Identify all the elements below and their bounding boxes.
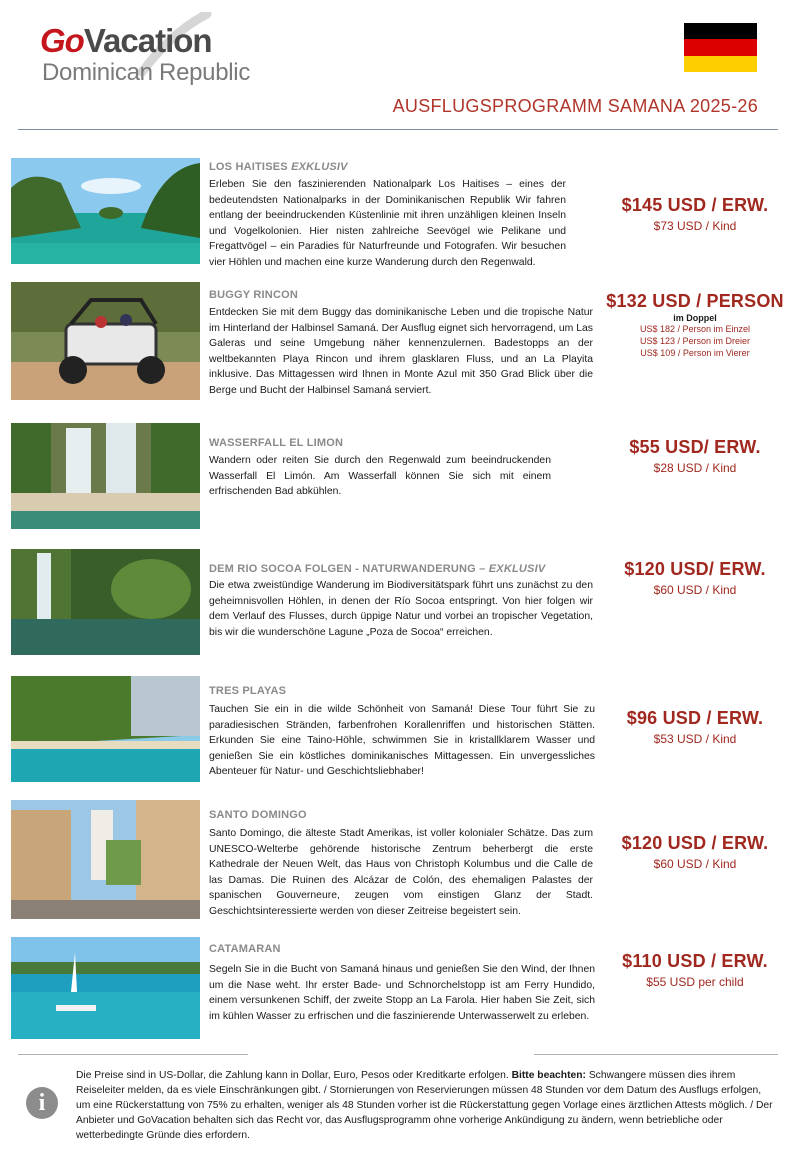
program-title: AUSFLUGSPROGRAMM SAMANA 2025-26 <box>392 96 758 116</box>
buggy-photo <box>11 282 200 400</box>
price-adult: $120 USD/ ERW. <box>624 559 766 579</box>
catamaran-photo <box>11 937 200 1039</box>
santo-domingo-photo <box>11 800 200 919</box>
footer-divider-right <box>534 1054 778 1055</box>
price-box <box>600 951 790 989</box>
tour-description: Entdecken Sie mit dem Buggy das dominikanische Leben und die tropische Natur im Hinterland der Halbinsel Samaná. Der Ausflug eignet sich hervorragend, um Las Galeras und seine Umgebung näher kennenzulernen. Badestopps an der weltbekannten Playa Rincon und ihrem glasklaren Fluss, und an La Playita inklusive. Das Mittagessen wird Ihnen in Monte Azul mit 350 Grad Blick über die Berge und Bucht der Halbinsel Samaná serviert. <box>209 307 593 396</box>
price-box <box>600 291 790 359</box>
price-adult: $120 USD / ERW. <box>621 833 769 853</box>
tour-description: Wandern oder reiten Sie durch den Regenwald zum beeindruckenden Wasserfall El Limón. Am Wasserfall können Sie sich mit einem erfrischenden Bad abkühlen. <box>209 455 551 498</box>
tour-title: BUGGY RINCON <box>209 289 298 301</box>
govacation-logo <box>36 14 306 84</box>
header-divider <box>18 129 778 130</box>
price-box <box>600 195 790 233</box>
price-child: $28 USD / Kind <box>653 461 737 475</box>
logo-subtitle: Dominican Republic <box>42 59 251 86</box>
price-child: $60 USD / Kind <box>653 583 737 597</box>
tour-description: Erleben Sie den faszinierenden Nationalpark Los Haitises – eines der bedeutendsten Nationalparks in der Dominikanischen Republik Wir fahren entlang der beeindruckenden Küstenlinie mit ihren unzähligen kleinen Inseln und Vogelkolonien. Hier nisten zahlreiche Seevögel wie Pelikane und Fregattvögel – ein Paradies für Naturfreunde und Fotografen. Wir besuchen vier Höhlen und machen eine kurze Wanderung durch den Regenwald. <box>209 179 566 268</box>
tour-title: DEM RIO SOCOA FOLGEN - NATURWANDERUNG – EXKLUSIV <box>209 563 546 575</box>
los-haitises-photo <box>11 158 200 264</box>
tour-title: WASSERFALL EL LIMON <box>209 437 344 449</box>
price-adult: $96 USD / ERW. <box>626 708 764 728</box>
info-icon: i <box>26 1087 58 1119</box>
price-line: US$ 123 / Person im Dreier <box>639 336 751 346</box>
tour-description: Segeln Sie in die Bucht von Samaná hinaus und genießen Sie den Wind, der Ihnen um die Nase weht. Ihr erster Bade- und Schnorchelstopp ist am Ferry Hundido, einem versunkenen Schiff, der zweite Stopp an La Farola. Hier haben Sie Zeit, sich im kühlen Wasser zu erfrischen und die faszinierende Unterwasserwelt zu erleben. <box>209 964 595 1022</box>
tour-title: CATAMARAN <box>209 943 281 955</box>
tour-description: Santo Domingo, die älteste Stadt Amerikas, ist voller kolonialer Schätze. Das zum UNESCO-Welterbe gehörende historische Zentrum beherbergt die erste Kathedrale der Neuen Welt, das Haus von Christoph Kolumbus und die Calle de las Damas. Die Ruinen des Alcázar de Colón, des ehemaligen Palastes der spanischen Gouverneure, zeugen vom einstigen Glanz der Stadt. Geschichtsinteressierte werden von dieser Zeitreise begeistert sein. <box>209 828 593 917</box>
footer-notes: Die Preise sind in US-Dollar, die Zahlung kann in Dollar, Euro, Pesos oder Kreditkarte erfolgen. Bitte beachten: Schwangere müssen dies ihrem Reiseleiter melden, da es viele Einschränkungen gibt. / Stornierungen von Reservierungen müssen 48 Stunden vor dem Datum des Ausflugs erfolgen, um eine Rückerstattung von 75% zu erhalten, weniger als 48 Stunden vorher ist die Rückerstattung gegen Vorlage eines ärztlichen Attests möglich. / Der Anbieter und GoVacation behalten sich das Recht vor, das Ausflugsprogramm ohne vorherige Ankündigung zu ändern, wenn betriebliche oder wetterbedingte Gründe dies erfordern. <box>76 1070 773 1141</box>
logo-wordmark: GoVacation <box>40 22 212 59</box>
tour-title: LOS HAITISES EXKLUSIV <box>209 161 348 173</box>
price-box <box>600 708 790 746</box>
tres-playas-photo <box>11 676 200 782</box>
price-box <box>600 833 790 871</box>
price-child: $53 USD / Kind <box>653 732 737 746</box>
rio-socoa-photo <box>11 549 200 655</box>
waterfall-photo <box>11 423 200 529</box>
price-per-person: $132 USD / PERSON <box>606 291 784 311</box>
price-adult: $110 USD / ERW. <box>622 951 768 971</box>
tour-title: TRES PLAYAS <box>209 685 287 697</box>
tour-description: Die etwa zweistündige Wanderung im Biodiversitätspark führt uns zunächst zu den geheimnisvollen Höhlen, in denen der Río Socoa entspringt. Von hier folgen wir dem Verlauf des Flusses, durch üppige Natur und vorbei an tropischer Vegetation, bis wir die wunderschöne Lagune „Poza de Socoa“ erreichen. <box>209 580 593 638</box>
tour-title: SANTO DOMINGO <box>209 809 307 821</box>
germany-flag-icon <box>684 23 757 72</box>
price-child: $60 USD / Kind <box>653 857 737 871</box>
price-adult: $145 USD / ERW. <box>621 195 769 215</box>
price-box <box>600 437 790 475</box>
tour-description: Tauchen Sie ein in die wilde Schönheit von Samaná! Diese Tour führt Sie zu paradiesischen Stränden, farbenfrohen Korallenriffen und historischen Stätten. Erkunden Sie eine Taino-Höhle, schwimmen Sie in kristallklarem Wasser und genießen Sie ein köstliches dominikanisches Mittagessen. Ein unvergessliches Abenteuer für Natur- und Geschichtsliebhaber! <box>209 704 595 778</box>
price-line: US$ 182 / Person im Einzel <box>639 324 751 334</box>
price-note: im Doppel <box>673 313 717 323</box>
price-child: $73 USD / Kind <box>653 219 737 233</box>
price-line: US$ 109 / Person im Vierer <box>640 348 750 358</box>
price-adult: $55 USD/ ERW. <box>629 437 761 457</box>
price-child: $55 USD per child <box>646 975 744 989</box>
price-box <box>600 559 790 597</box>
footer-divider-left <box>18 1054 248 1055</box>
